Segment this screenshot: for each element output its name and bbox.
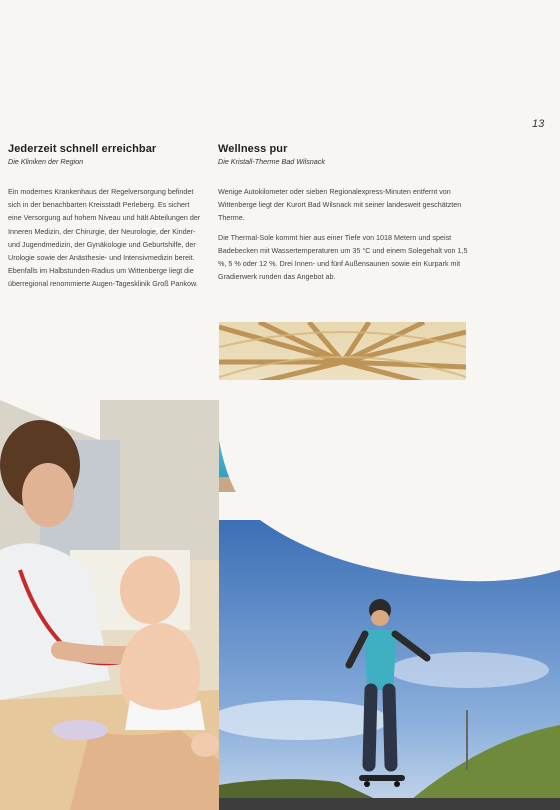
clinics-subheading: Die Kliniken der Region <box>8 157 84 166</box>
clinics-section <box>8 143 208 291</box>
clinics-heading: Jederzeit schnell erreichbar <box>8 143 157 155</box>
wellness-paragraph-2: Die Thermal-Sole kommt hier aus einer Tiefe von 1018 Metern und speist Badebecken mit Wassertemperaturen um 35 °C und einem Solegehalt von 1,5 %, 5 % oder 12 %. Drei Innen- und fünf Außensaunen sowie ein Kurpark mit Gradierwerk runden das Angebot ab. <box>218 232 468 282</box>
wellness-heading: Wellness pur <box>218 143 288 155</box>
skateboarder-photo <box>219 520 560 810</box>
clinics-body-text: Ein modernes Krankenhaus der Regelversorgung befindet sich in der benachbarten Kreisstadt Perleberg. Es sichert eine Versorgung auf hohem Niveau und hält Abteilungen der Inneren Medizin, der Chirurgie, der Neurologie, der Kinder- und Jugendmedizin, der Gynäkologie und Geburtshilfe, der Urologie sowie der Anästhesie- und Intensivmedizin bereit. Ebenfalls im Halbstunden-Radius um Wittenberge liegt die überregional renommierte Augen-Tagesklinik Groß Pankow. <box>8 187 201 289</box>
doctor-baby-photo <box>0 400 219 810</box>
wellness-paragraph-1: Wenige Autokilometer oder sieben Regionalexpress-Minuten entfernt von Wittenberge liegt der Kurort Bad Wilsnack mit seiner landesweit geschätzten Therme. <box>218 187 462 223</box>
wellness-section <box>218 143 468 283</box>
wellness-subheading: Die Kristall-Therme Bad Wilsnack <box>218 157 325 166</box>
thermal-bath-photo <box>219 322 466 492</box>
page-number: 13 <box>532 118 545 130</box>
